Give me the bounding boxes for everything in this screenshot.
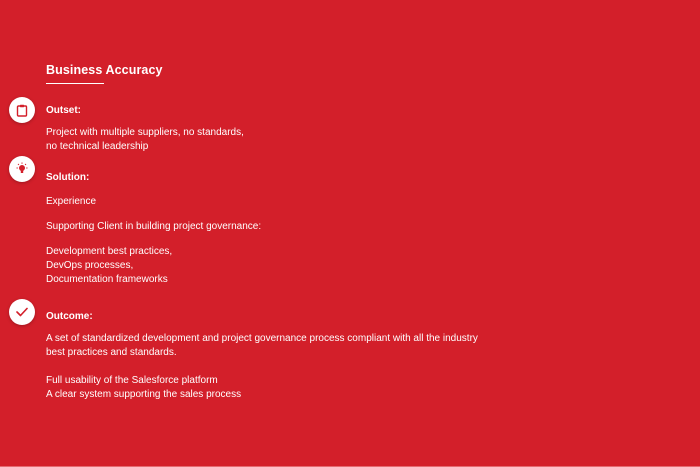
title-underline [46, 83, 104, 84]
outcome-result-1: Full usability of the Salesforce platform [46, 375, 218, 386]
outcome-paragraph-line-1: A set of standardized development and project governance process compliant with all the industry [46, 333, 478, 344]
outset-line-1: Project with multiple suppliers, no standards, [46, 127, 244, 138]
outcome-paragraph-line-2: best practices and standards. [46, 347, 177, 358]
checkmark-icon [9, 299, 35, 325]
solution-item-1: Development best practices, [46, 246, 173, 257]
solution-heading: Solution: [46, 172, 90, 183]
solution-supporting: Supporting Client in building project governance: [46, 221, 262, 232]
lightbulb-icon [9, 156, 35, 182]
solution-item-2: DevOps processes, [46, 260, 134, 271]
outset-line-2: no technical leadership [46, 141, 149, 152]
solution-item-3: Documentation frameworks [46, 274, 168, 285]
clipboard-icon [9, 97, 35, 123]
solution-experience: Experience [46, 196, 97, 207]
outcome-result-2: A clear system supporting the sales process [46, 389, 242, 400]
outset-heading: Outset: [46, 105, 81, 116]
outcome-heading: Outcome: [46, 311, 93, 322]
page-title: Business Accuracy [46, 63, 163, 77]
